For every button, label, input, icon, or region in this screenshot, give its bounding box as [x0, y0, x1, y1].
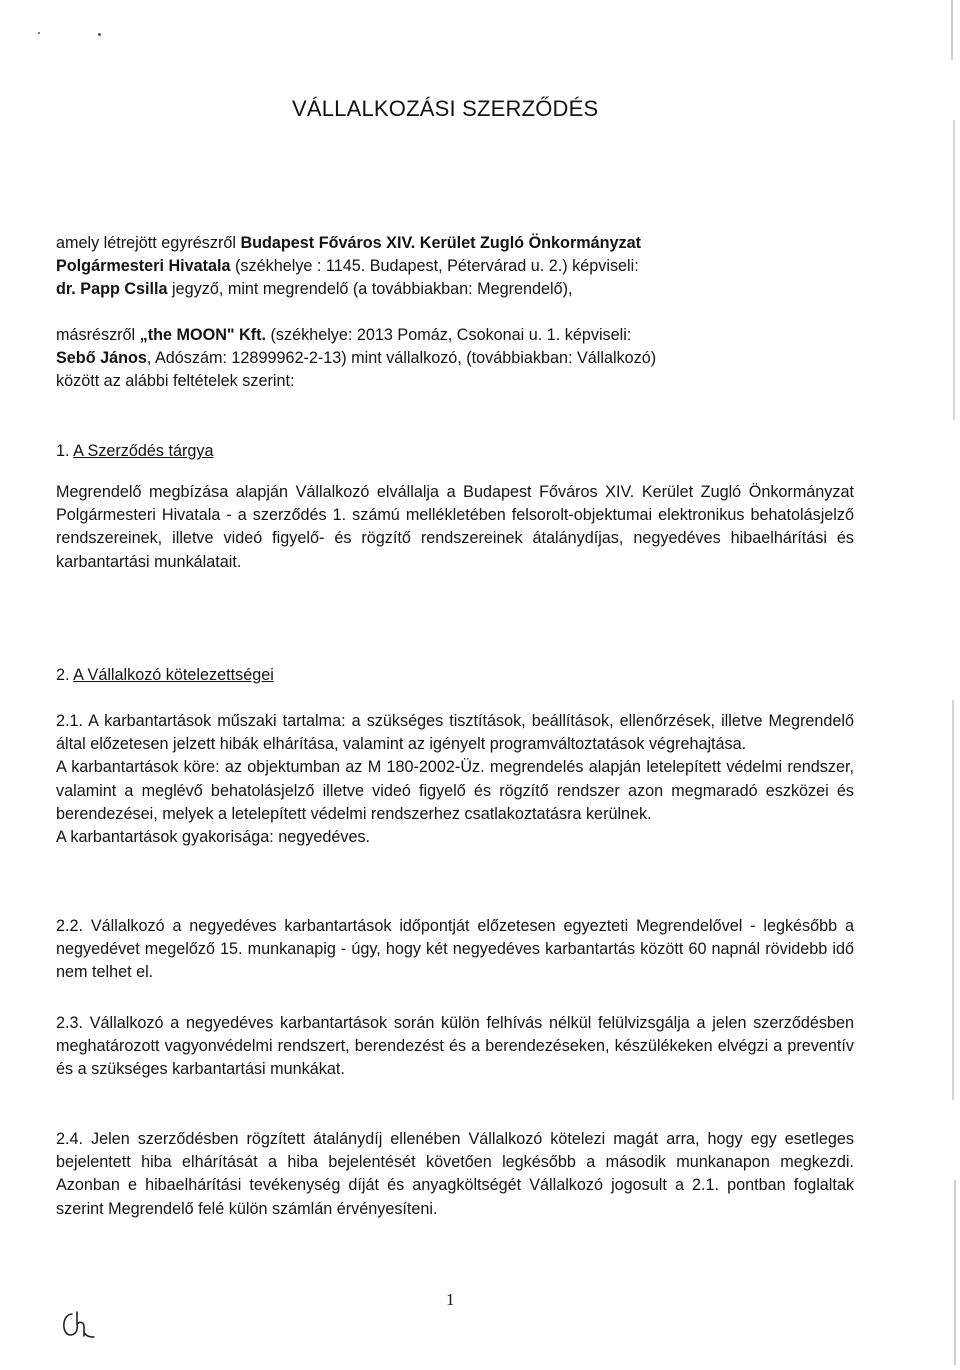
contractor-name: „the MOON" Kft.	[139, 326, 267, 344]
scan-margin-artifacts	[940, 0, 960, 1365]
clause-2-1-frequency: A karbantartások gyakorisága: negyedéves.	[56, 828, 371, 847]
parties-line-4: másrészről „the MOON" Kft. (székhelye: 2013 Pomáz, Csokonai u. 1. képviseli:	[56, 326, 632, 344]
section-1-heading	[56, 442, 214, 461]
clause-2-1-scope: A karbantartások köre: az objektumban az M 180-2002-Üz. megrendelés alapján letelepített védelmi rendszer, valamint a meglévő behatolásjelző illetve videó figyelő és rögzítő rendszer azon megmaradó eszközei és berendezései, melyek a letelepített védelmi rendszerhez csatlakoztatásra kerülnek.	[56, 758, 854, 823]
parties-block	[56, 232, 854, 302]
contractor-representative: Sebő János	[56, 349, 147, 368]
scan-speck	[98, 33, 101, 36]
contractor-block	[56, 324, 854, 394]
section-2-number: 2.	[56, 666, 70, 684]
clause-2-1-content: 2.1. A karbantartások műszaki tartalma: a szükséges tisztítások, beállítások, ellenőrzések, illetve Megrendelő által előzetesen jelzett hibák elhárítása, valamint az igényelt programváltoztatások végrehajtása.	[56, 712, 854, 754]
initials-signature	[58, 1308, 98, 1344]
section-1-text: Megrendelő megbízása alapján Vállalkozó elvállalja a Budapest Főváros XIV. Kerület Zugló Önkormányzat Polgármesteri Hivatala - a szerződés 1. számú mellékletében felsorolt-objektumai elektronikus behatolásjelző rendszereinek, illetve videó figyelő- és rögzítő rendszereinek átalánydíjas, negyedéves hibaelhárítási és karbantartási munkálatait.	[56, 483, 854, 571]
customer-representative: dr. Papp Csilla	[56, 280, 168, 299]
parties-line-5: Sebő János, Adószám: 12899962-2-13) mint vállalkozó, (továbbiakban: Vállalkozó)	[56, 349, 657, 368]
clause-2-3: 2.3. Vállalkozó a negyedéves karbantartások során külön felhívás nélkül felülvizsgálja a jelen szerződésben meghatározott vagyonvédelmi rendszert, berendezést és a berendezéseken, készülékeken elvégzi a preventív és a szükséges karbantartási munkákat.	[56, 1014, 854, 1079]
clause-2-2: 2.2. Vállalkozó a negyedéves karbantartások időpontját előzetesen egyezteti Megrendelővel - legkésőbb a negyedévet megelőző 15. munkanapig - úgy, hogy két negyedéves karbantartás között 60 napnál rövidebb idő nem telhet el.	[56, 917, 854, 982]
document-title: VÁLLALKOZÁSI SZERZŐDÉS	[292, 96, 599, 121]
section-2-heading	[56, 666, 274, 685]
section-2-title: A Vállalkozó kötelezettségei	[73, 666, 274, 684]
customer-name: Budapest Főváros XIV. Kerület Zugló Önkormányzat	[240, 234, 642, 252]
parties-line-2: Polgármesteri Hivatala (székhelye : 1145. Budapest, Pétervárad u. 2.) képviseli:	[56, 257, 639, 276]
customer-office: Polgármesteri Hivatala	[56, 257, 231, 276]
parties-line-1: amely létrejött egyrészről Budapest Főváros XIV. Kerület Zugló Önkormányzat	[56, 234, 642, 252]
parties-line-3: dr. Papp Csilla jegyző, mint megrendelő (a továbbiakban: Megrendelő),	[56, 280, 573, 299]
scan-speck	[38, 32, 40, 34]
clause-2-1	[56, 710, 854, 849]
parties-line-6: között az alábbi feltételek szerint:	[56, 372, 295, 391]
section-1-title: A Szerződés tárgya	[73, 442, 214, 460]
clause-2-4: 2.4. Jelen szerződésben rögzített átalánydíj ellenében Vállalkozó kötelezi magát arra, hogy egy esetleges bejelentett hiba elhárítását a hiba bejelentését követően legkésőbb a második munkanapon megkezdi. Azonban e hibaelhárítási tevékenység díját és anyagköltségét Vállalkozó jogosult a 2.1. pontban foglaltak szerint Megrendelő felé külön számlán érvényesíteni.	[56, 1130, 854, 1218]
page-number: 1	[446, 1290, 455, 1309]
section-1-number: 1.	[56, 442, 70, 460]
